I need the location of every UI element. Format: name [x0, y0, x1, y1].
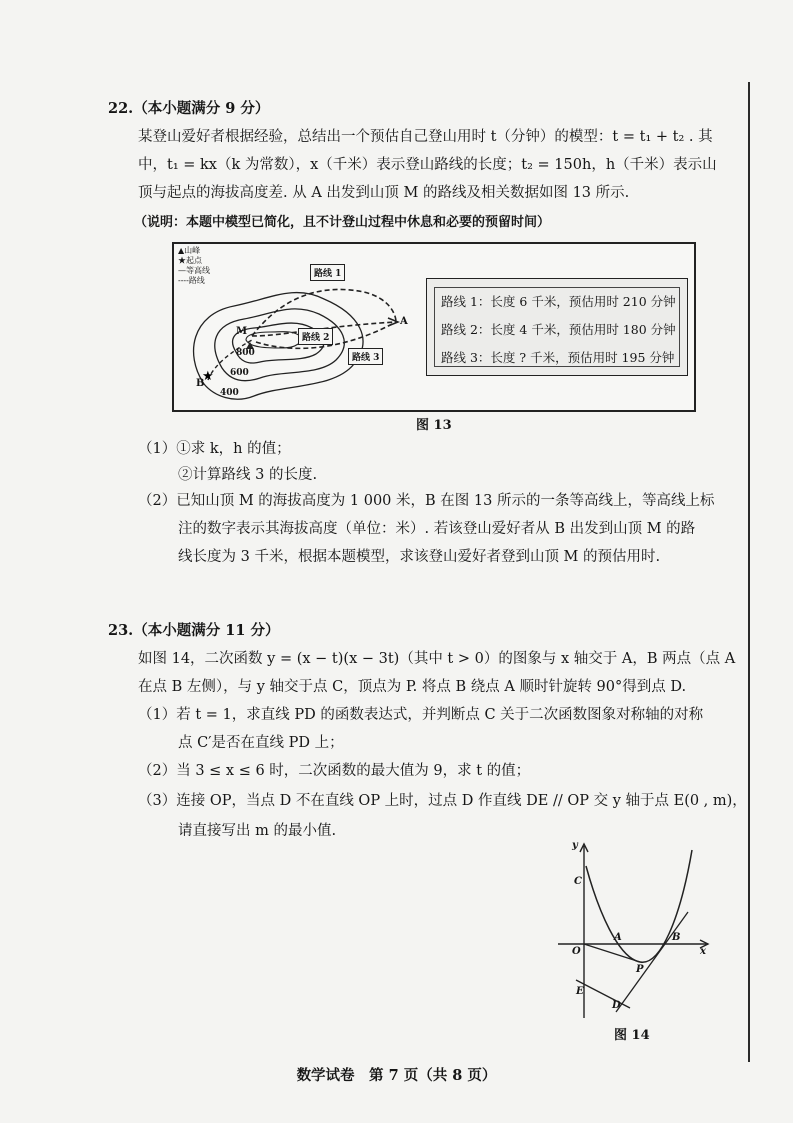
legend-peak: ▲山峰 — [178, 246, 201, 255]
contour-label-400: 400 — [220, 388, 239, 398]
q22-part2b: 注的数字表示其海拔高度（单位：米）. 若该登山爱好者从 B 出发到山顶 M 的路 — [178, 521, 696, 537]
point-m: M — [236, 326, 248, 337]
legend-start: ★起点 — [178, 256, 202, 265]
route-1-tag: 路线 1 — [310, 264, 345, 281]
parabola-curve — [586, 850, 692, 962]
contour-map — [174, 244, 424, 408]
route-2-info: 路线 2：长度 4 千米，预估用时 180 分钟 — [441, 322, 676, 337]
q23-line1: 如图 14，二次函数 y = (x − t)(x − 3t)（其中 t > 0）的图象与 x 轴交于 A，B 两点（点 A — [138, 651, 736, 667]
figure-14-caption: 图 14 — [614, 1028, 650, 1043]
line-pd — [616, 912, 688, 1012]
label-d: D — [612, 1000, 621, 1011]
label-p: P — [636, 964, 644, 975]
q23-part1b: 点 C′是否在直线 PD 上； — [178, 735, 344, 751]
q22-note: （说明：本题中模型已简化，且不计登山过程中休息和必要的预留时间） — [134, 215, 551, 230]
legend-contour: —等高线 — [178, 266, 210, 275]
point-a: A — [400, 316, 408, 327]
figure-13-caption: 图 13 — [416, 418, 452, 433]
q22-part2a: （2）已知山顶 M 的海拔高度为 1 000 米，B 在图 13 所示的一条等高线上，等高线上标 — [138, 493, 715, 509]
route-3-info: 路线 3：长度 ? 千米，预估用时 195 分钟 — [441, 350, 675, 365]
label-o: O — [572, 946, 581, 957]
label-e: E — [576, 986, 584, 997]
label-y: y — [572, 840, 578, 851]
q22-line2: 中，t₁ = kx（k 为常数），x（千米）表示登山路线的长度；t₂ = 150h，h（千米）表示山 — [138, 157, 717, 173]
q22-heading: 22.（本小题满分 9 分） — [108, 100, 270, 117]
label-a: A — [614, 932, 622, 943]
contour-400 — [194, 293, 363, 400]
point-b: B — [196, 378, 205, 389]
margin-line — [748, 82, 750, 1062]
figure-14 — [558, 840, 723, 1040]
q22-line1: 某登山爱好者根据经验，总结出一个预估自己登山用时 t（分钟）的模型：t = t₁ + t₂ . 其 — [138, 129, 713, 145]
q23-line2: 在点 B 左侧），与 y 轴交于点 C，顶点为 P. 将点 B 绕点 A 顺时针旋转 90°得到点 D. — [138, 679, 687, 695]
q22-line3: 顶与起点的海拔高度差. 从 A 出发到山顶 M 的路线及相关数据如图 13 所示. — [138, 185, 630, 201]
route-2-tag: 路线 2 — [298, 328, 333, 345]
q23-part1a: （1）若 t = 1，求直线 PD 的函数表达式，并判断点 C 关于二次函数图象对称轴的对称 — [138, 707, 704, 723]
route-data-box — [426, 278, 688, 376]
q23-part3b: 请直接写出 m 的最小值. — [178, 823, 337, 839]
label-b: B — [672, 932, 681, 943]
contour-label-600: 600 — [230, 368, 249, 378]
route-1-info: 路线 1：长度 6 千米，预估用时 210 分钟 — [441, 294, 676, 309]
label-x: x — [700, 946, 706, 957]
label-c: C — [574, 876, 582, 887]
q23-heading: 23.（本小题满分 11 分） — [108, 622, 280, 639]
contour-label-800: 800 — [236, 348, 255, 358]
q22-part2c: 线长度为 3 千米，根据本题模型，求该登山爱好者登到山顶 M 的预估用时. — [178, 549, 661, 565]
page-footer: 数学试卷 第 7 页（共 8 页） — [296, 1067, 497, 1084]
route-3-tag: 路线 3 — [348, 348, 383, 365]
figure-13 — [172, 242, 696, 412]
q22-part1a: （1）①求 k，h 的值； — [138, 441, 291, 457]
q23-part3a: （3）连接 OP，当点 D 不在直线 OP 上时，过点 D 作直线 DE // OP 交 y 轴于点 E(0 , m)， — [138, 793, 747, 809]
line-op — [584, 944, 640, 962]
q23-part2: （2）当 3 ≤ x ≤ 6 时，二次函数的最大值为 9，求 t 的值； — [138, 763, 531, 779]
start-star: ★ — [202, 369, 214, 384]
q22-part1b: ②计算路线 3 的长度. — [178, 467, 318, 483]
legend-route: ----路线 — [178, 276, 205, 285]
